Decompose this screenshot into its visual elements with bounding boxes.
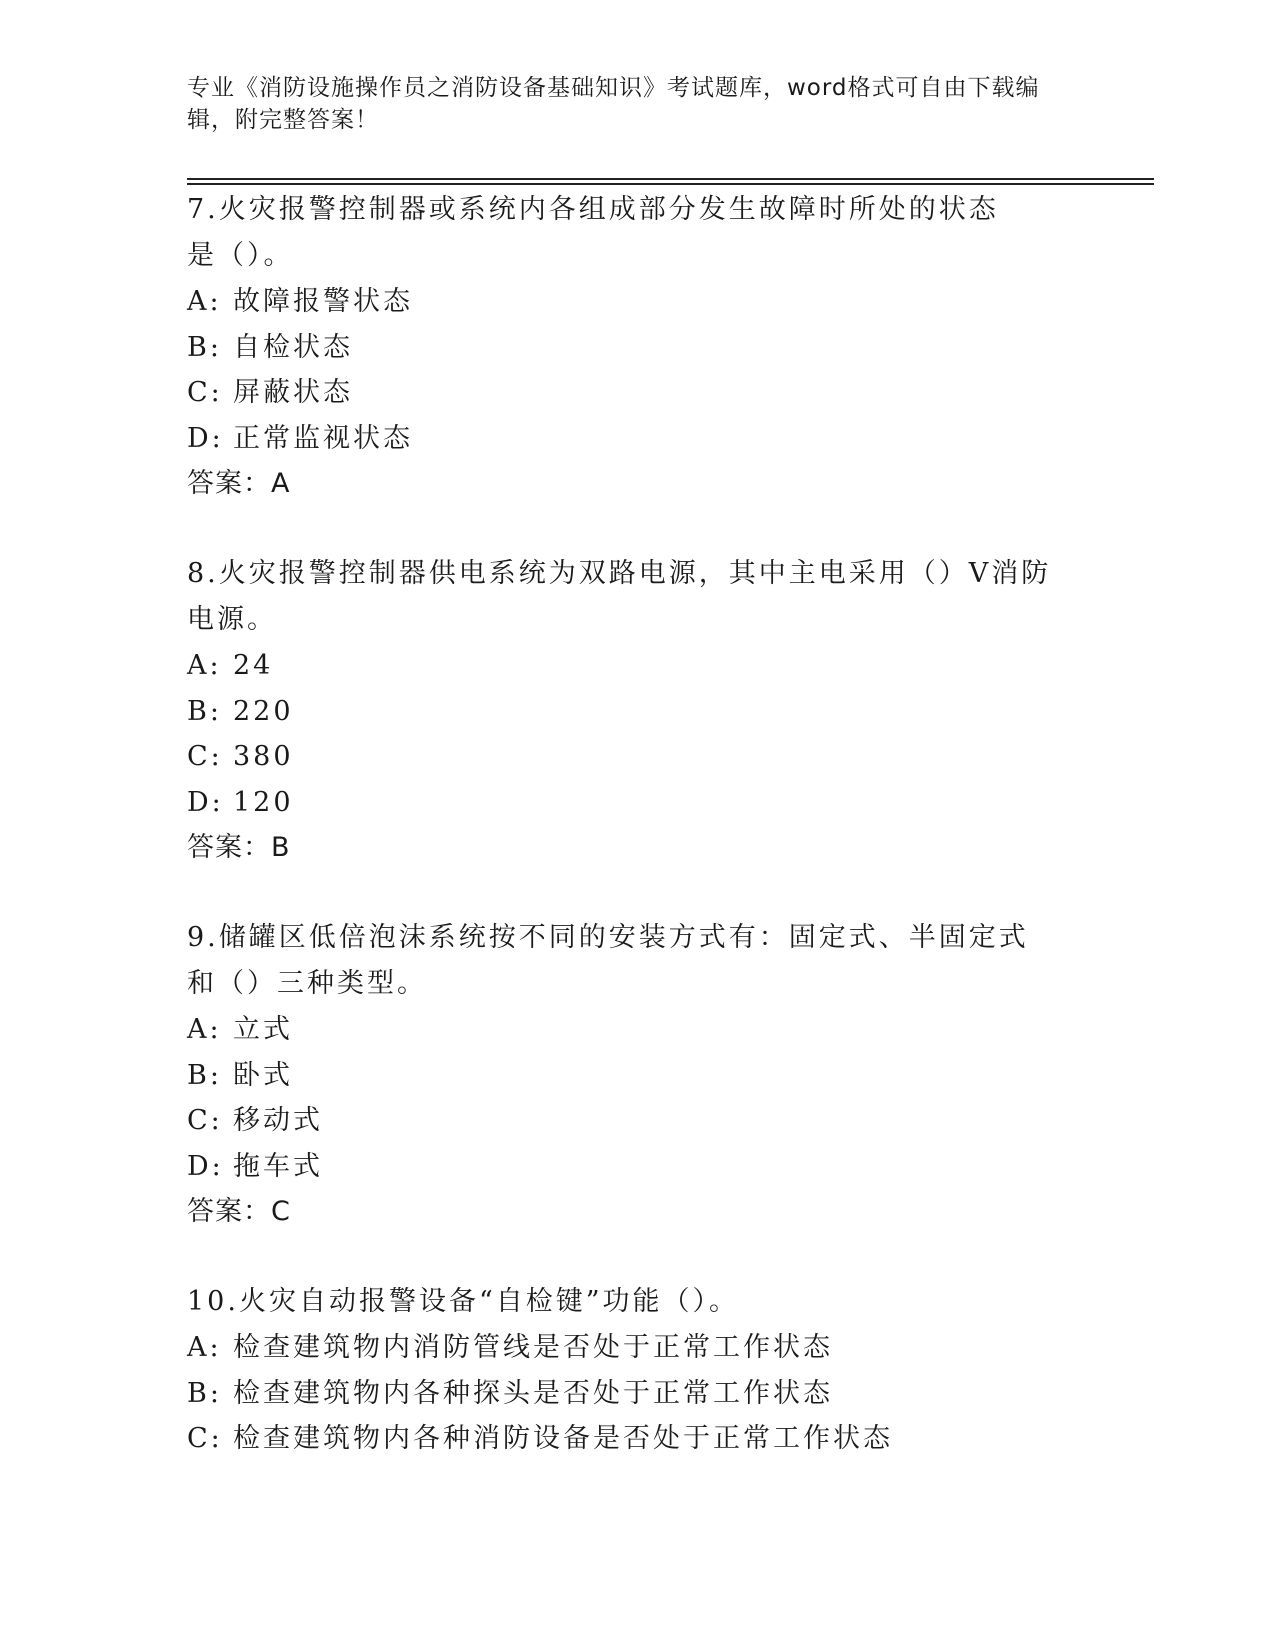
option-text: 拖车式 xyxy=(233,1150,323,1182)
question-10 xyxy=(187,1279,1087,1462)
document-header: 专业《消防设施操作员之消防设备基础知识》考试题库，word格式可自由下载编辑，附完整答案！ xyxy=(187,75,1040,133)
option-text: 120 xyxy=(233,786,294,818)
option-text: 自检状态 xyxy=(233,331,353,363)
question-text: 10.火灾自动报警设备“自检键”功能（）。 xyxy=(187,1286,740,1317)
option-b xyxy=(187,325,1017,371)
question-7 xyxy=(187,187,1017,507)
option-b xyxy=(187,689,1057,735)
question-text: 7.火灾报警控制器或系统内各组成部分发生故障时所处的状态是（）。 xyxy=(187,194,999,271)
option-key: B: xyxy=(187,1059,222,1091)
option-key: A: xyxy=(187,1332,222,1363)
option-c xyxy=(187,370,1017,416)
option-d xyxy=(187,780,1057,826)
option-text: 380 xyxy=(233,741,294,772)
option-c xyxy=(187,1098,1037,1144)
option-text: 正常监视状态 xyxy=(233,422,413,454)
option-key: C: xyxy=(187,741,223,772)
option-text: 检查建筑物内各种消防设备是否处于正常工作状态 xyxy=(233,1423,893,1454)
question-text: 9.储罐区低倍泡沫系统按不同的安装方式有：固定式、半固定式和（）三种类型。 xyxy=(187,922,1029,999)
option-text: 卧式 xyxy=(233,1059,293,1091)
option-key: D: xyxy=(187,422,224,454)
option-b xyxy=(187,1371,1087,1417)
option-a xyxy=(187,643,1057,689)
answer-line: 答案：C xyxy=(187,1196,291,1227)
option-key: D: xyxy=(187,1150,224,1182)
answer-line: 答案：A xyxy=(187,468,291,499)
option-key: A: xyxy=(187,286,222,317)
option-text: 检查建筑物内各种探头是否处于正常工作状态 xyxy=(233,1377,833,1409)
option-a xyxy=(187,279,1017,325)
question-text: 8.火灾报警控制器供电系统为双路电源，其中主电采用（）V消防电源。 xyxy=(187,558,1052,635)
option-key: A: xyxy=(187,650,222,681)
option-c xyxy=(187,734,1057,780)
option-text: 检查建筑物内消防管线是否处于正常工作状态 xyxy=(233,1332,833,1363)
option-d xyxy=(187,1144,1037,1190)
option-key: C: xyxy=(187,1423,223,1454)
header-divider-bottom xyxy=(187,183,1154,185)
option-a xyxy=(187,1325,1087,1371)
option-key: D: xyxy=(187,786,224,818)
option-text: 故障报警状态 xyxy=(233,286,413,317)
question-9 xyxy=(187,915,1037,1235)
option-b xyxy=(187,1053,1037,1099)
option-a xyxy=(187,1007,1037,1053)
option-key: C: xyxy=(187,377,223,408)
option-c xyxy=(187,1416,1087,1462)
option-text: 24 xyxy=(233,650,274,681)
header-divider-top xyxy=(187,178,1154,180)
option-text: 移动式 xyxy=(233,1105,323,1136)
option-key: C: xyxy=(187,1105,223,1136)
option-text: 立式 xyxy=(233,1014,293,1045)
option-d xyxy=(187,416,1017,462)
option-key: A: xyxy=(187,1014,222,1045)
option-key: B: xyxy=(187,331,222,363)
answer-line: 答案：B xyxy=(187,832,291,863)
option-key: B: xyxy=(187,695,222,727)
option-key: B: xyxy=(187,1377,222,1409)
option-text: 屏蔽状态 xyxy=(233,377,353,408)
question-8 xyxy=(187,551,1057,871)
option-text: 220 xyxy=(233,695,294,727)
